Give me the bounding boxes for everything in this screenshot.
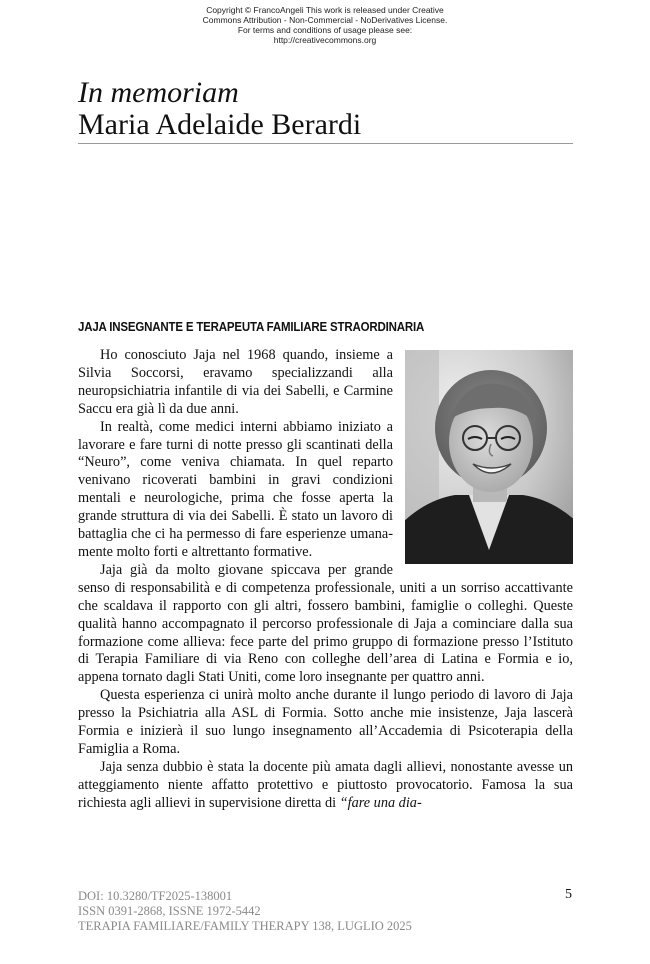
portrait-photo: [405, 350, 573, 564]
issn: ISSN 0391-2868, ISSNE 1972-5442: [78, 904, 261, 918]
copyright-notice: [0, 5, 650, 45]
paragraph: [78, 759, 573, 813]
copyright-line: For terms and conditions of usage please see:: [237, 25, 413, 35]
copyright-line: Commons Attribution - Non-Commercial - NoDerivatives License.: [202, 15, 448, 25]
journal-info: TERAPIA FAMILIARE/FAMILY THERAPY 138, LUGLIO 2025: [78, 919, 412, 933]
page-number: 5: [565, 887, 572, 902]
title-in-memoriam: In memoriam: [78, 76, 239, 109]
section-heading: JAJA INSEGNANTE E TERAPEUTA FAMILIARE STRAORDINARIA: [78, 320, 425, 335]
paragraph: In realtà, come medici interni abbiamo iniziato a lavorare e fare turni di notte presso gli scantinati della “Neuro”, come veniva chiamata. In quel reparto venivano ricoverati bambini in gravi condizioni mentali e neurologiche, prima che fosse aperta la grande struttura di via dei Sabelli. È stato un lavoro di battaglia che ci ha permesso di fare esperienze umanamente molto forti e altrettanto formative.: [78, 418, 393, 560]
title-divider: [78, 143, 573, 144]
paragraph: Jaja già da molto giovane spiccava per grande senso di responsabilità e di competenza professionale, uniti a un sorriso accattivante che scaldava il rapporto con gli altri, fossero bambini, famiglie o colleghi. Queste qualità hanno accompagnato il percorso professionale di Jaja a cominciare dalla sua formazione come allieva: fece parte del primo gruppo di formazione presso l’Istituto di Terapia Familiare di via Reno con colleghe dell’area di Latina e Formia e io, appena tornato dagli Stati Uniti, come loro insegnante per quattro anni.: [78, 561, 573, 686]
article-title: [78, 77, 573, 141]
title-author-name: Maria Adelaide Berardi: [78, 108, 362, 141]
doi[interactable]: DOI: 10.3280/TF2025-138001: [78, 889, 233, 903]
footer: [78, 889, 573, 934]
paragraph: Questa esperienza ci unirà molto anche durante il lungo periodo di lavoro di Jaja presso la Psichiatria alla ASL di Formia. Sotto anche mie insistenze, Jaja lascerà Formia e inizierà il suo lungo insegnamento all’Accademia di Psicoterapia della Famiglia a Roma.: [78, 687, 573, 757]
copyright-link[interactable]: http://creativecommons.org: [273, 35, 377, 45]
quoted-text: “fare una dia-: [339, 794, 422, 811]
paragraph-text: Jaja senza dubbio è stata la docente più amata dagli allievi, nonostante avesse un atteggiamento niente affatto protettivo e piuttosto provocatorio. Famosa la sua richiesta agli allievi in supervisione diretta di: [78, 758, 573, 811]
article-body: [78, 347, 573, 813]
paragraph: Ho conosciuto Jaja nel 1968 quando, insieme a Silvia Soccorsi, eravamo specializzandi alla neuropsichiatria infantile di via dei Sabelli, e Carmine Saccu era già lì da due anni.: [78, 347, 393, 417]
copyright-line: Copyright © FrancoAngeli This work is released under Creative: [206, 5, 444, 15]
